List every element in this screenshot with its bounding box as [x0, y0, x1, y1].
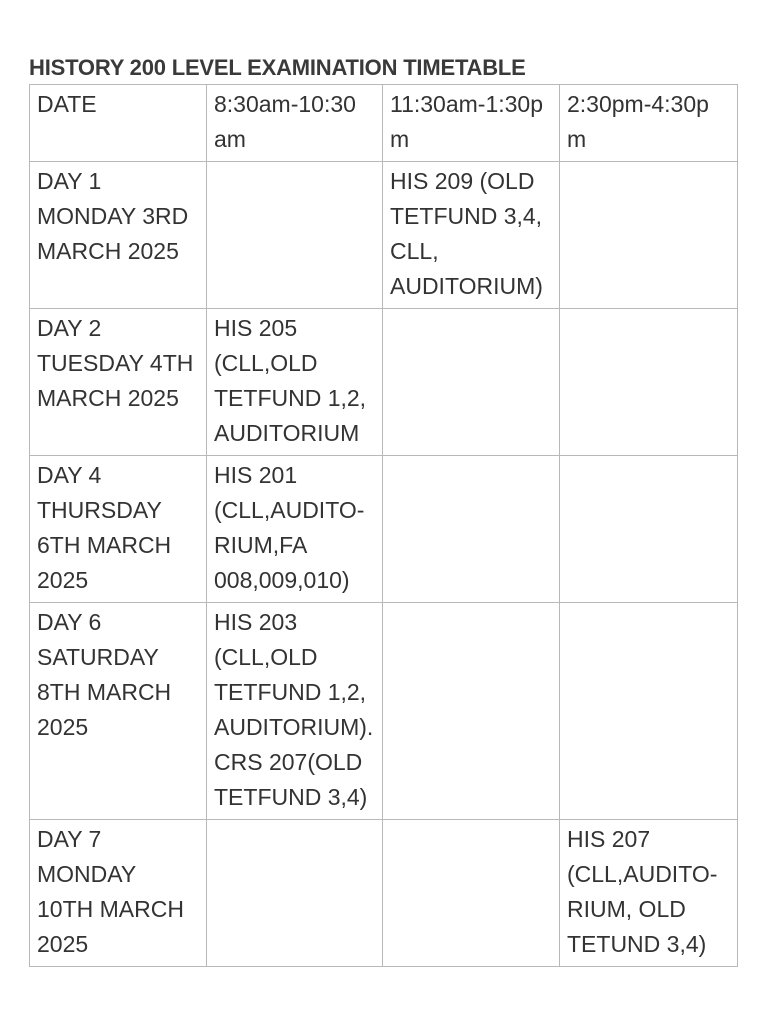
page-title: HISTORY 200 LEVEL EXAMINATION TIMETABLE: [29, 55, 526, 80]
header-slot-morning: 8:30am-10:30 am: [207, 85, 383, 162]
header-date: DATE: [30, 85, 207, 162]
morning-cell: [207, 162, 383, 309]
afternoon-cell: [560, 456, 738, 603]
date-cell: DAY 4 THURSDAY 6TH MARCH 2025: [30, 456, 207, 603]
morning-cell: HIS 205 (CLL,OLD TETFUND 1,2, AUDITORIUM: [207, 309, 383, 456]
table-row: [30, 309, 738, 456]
morning-cell: [207, 820, 383, 967]
date-cell: DAY 6 SATURDAY 8TH MARCH 2025: [30, 603, 207, 820]
document: [29, 54, 739, 967]
table-row: [30, 603, 738, 820]
date-cell: DAY 7 MONDAY 10TH MARCH 2025: [30, 820, 207, 967]
header-slot-midday: 11:30am-1:30p m: [383, 85, 560, 162]
midday-cell: [383, 820, 560, 967]
table-header-row: [30, 85, 738, 162]
table-row: [30, 820, 738, 967]
midday-cell: [383, 603, 560, 820]
midday-cell: HIS 209 (OLD TETFUND 3,4, CLL, AUDITORIUM): [383, 162, 560, 309]
table-row: [30, 456, 738, 603]
exam-timetable: [29, 84, 738, 967]
morning-cell: HIS 201 (CLL,AUDITO- RIUM,FA 008,009,010): [207, 456, 383, 603]
date-cell: DAY 1 MONDAY 3RD MARCH 2025: [30, 162, 207, 309]
midday-cell: [383, 309, 560, 456]
header-slot-afternoon: 2:30pm-4:30p m: [560, 85, 738, 162]
date-cell: DAY 2 TUESDAY 4TH MARCH 2025: [30, 309, 207, 456]
midday-cell: [383, 456, 560, 603]
afternoon-cell: [560, 603, 738, 820]
morning-cell: HIS 203 (CLL,OLD TETFUND 1,2, AUDITORIUM). CRS 207(OLD TETFUND 3,4): [207, 603, 383, 820]
afternoon-cell: [560, 309, 738, 456]
table-row: [30, 162, 738, 309]
afternoon-cell: HIS 207 (CLL,AUDITO- RIUM, OLD TETUND 3,4): [560, 820, 738, 967]
afternoon-cell: [560, 162, 738, 309]
